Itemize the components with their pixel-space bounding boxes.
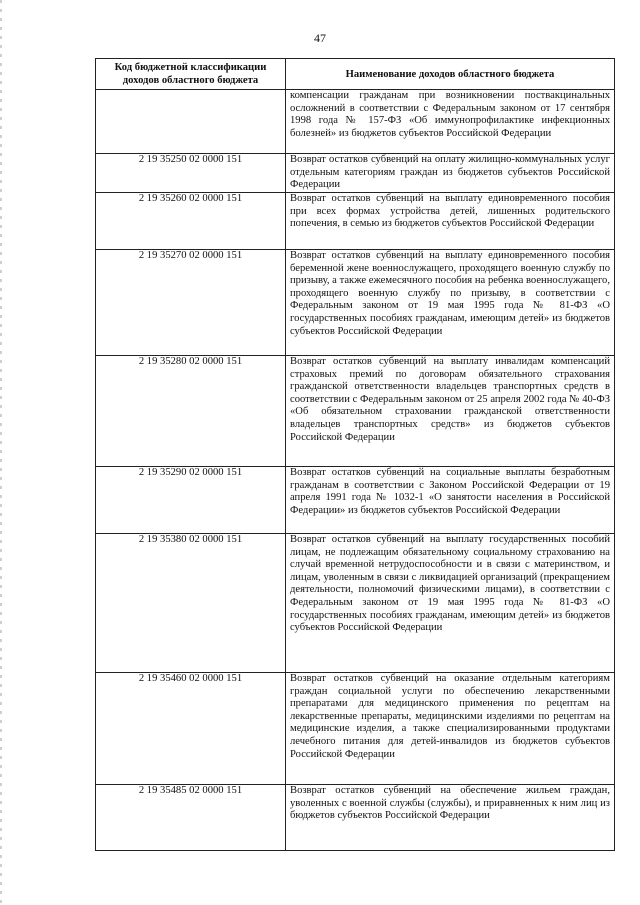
row-code xyxy=(96,90,286,154)
row-name: Возврат остатков субвенций на оплату жилищно-коммунальных услуг отдельным категориям граждан из бюджетов субъектов Российской Федерации xyxy=(286,154,615,193)
row-code: 2 19 35380 02 0000 151 xyxy=(96,534,286,673)
row-name: Возврат остатков субвенций на выплату государственных пособий лицам, не подлежащим обязательному социальному страхованию на случай временной нетрудоспособности и в связи с материнством, и лицам, уволенным в связи с ликвидацией организаций (прекращением деятельности, полномочий физическими лицами), в соответствии с Федеральным законом от 19 мая 1995 года № 81-ФЗ «О государственных пособиях гражданам, имеющим детей» из бюджетов субъектов Российской Федерации xyxy=(286,534,615,673)
row-code: 2 19 35270 02 0000 151 xyxy=(96,250,286,356)
header-code: Код бюджетной классификации доходов областного бюджета xyxy=(96,59,286,90)
row-code: 2 19 35250 02 0000 151 xyxy=(96,154,286,193)
table-row xyxy=(96,673,615,785)
table-row xyxy=(96,356,615,467)
table-row xyxy=(96,90,615,154)
scan-edge-artifact xyxy=(0,0,2,905)
budget-income-table xyxy=(95,58,615,851)
table-row xyxy=(96,785,615,851)
table-row xyxy=(96,467,615,534)
row-code: 2 19 35485 02 0000 151 xyxy=(96,785,286,851)
row-code: 2 19 35280 02 0000 151 xyxy=(96,356,286,467)
row-name: Возврат остатков субвенций на оказание отдельным категориям граждан социальной услуги по обеспечению лекарственными препаратами для медицинского применения по рецептам на лекарственные препараты, медицинскими изделиями по рецептам на медицинские изделия, а также специализированными продуктами лечебного питания для детей-инвалидов из бюджетов субъектов Российской Федерации xyxy=(286,673,615,785)
row-name: компенсации гражданам при возникновении поствакцинальных осложнений в соответствии с Федеральным законом от 17 сентября 1998 года № 157-ФЗ «Об иммунопрофилактике инфекционных болезней» из бюджетов субъектов Российской Федерации xyxy=(286,90,615,154)
table-row xyxy=(96,534,615,673)
row-code: 2 19 35460 02 0000 151 xyxy=(96,673,286,785)
table-row xyxy=(96,193,615,250)
row-code: 2 19 35290 02 0000 151 xyxy=(96,467,286,534)
header-name: Наименование доходов областного бюджета xyxy=(286,59,615,90)
row-name: Возврат остатков субвенций на социальные выплаты безработным гражданам в соответствии с Законом Российской Федерации от 19 апреля 1991 года № 1032-1 «О занятости населения в Российской Федерации» из бюджетов субъектов Российской Федерации xyxy=(286,467,615,534)
row-name: Возврат остатков субвенций на выплату инвалидам компенсаций страховых премий по договорам обязательного страхования гражданской ответственности владельцев транспортных средств в соответствии с Федеральным законом от 25 апреля 2002 года № 40-ФЗ «Об обязательном страховании гражданской ответственности владельцев транспортных средств» из бюджетов субъектов Российской Федерации xyxy=(286,356,615,467)
table-header-row xyxy=(96,59,615,90)
row-name: Возврат остатков субвенций на выплату единовременного пособия при всех формах устройства детей, лишенных родительского попечения, в семью из бюджетов субъектов Российской Федерации xyxy=(286,193,615,250)
row-name: Возврат остатков субвенций на обеспечение жильем граждан, уволенных с военной службы (службы), и приравненных к ним лиц из бюджетов субъектов Российской Федерации xyxy=(286,785,615,851)
row-name: Возврат остатков субвенций на выплату единовременного пособия беременной жене военнослужащего, проходящего военную службу по призыву, а также ежемесячного пособия на ребенка военнослужащего, проходящего военную службу по призыву, в соответствии с Федеральным законом от 19 мая 1995 года № 81-ФЗ «О государственных пособиях гражданам, имеющим детей» из бюджетов субъектов Российской Федерации xyxy=(286,250,615,356)
page-number: 47 xyxy=(314,31,326,45)
table-row xyxy=(96,154,615,193)
row-code: 2 19 35260 02 0000 151 xyxy=(96,193,286,250)
table-row xyxy=(96,250,615,356)
